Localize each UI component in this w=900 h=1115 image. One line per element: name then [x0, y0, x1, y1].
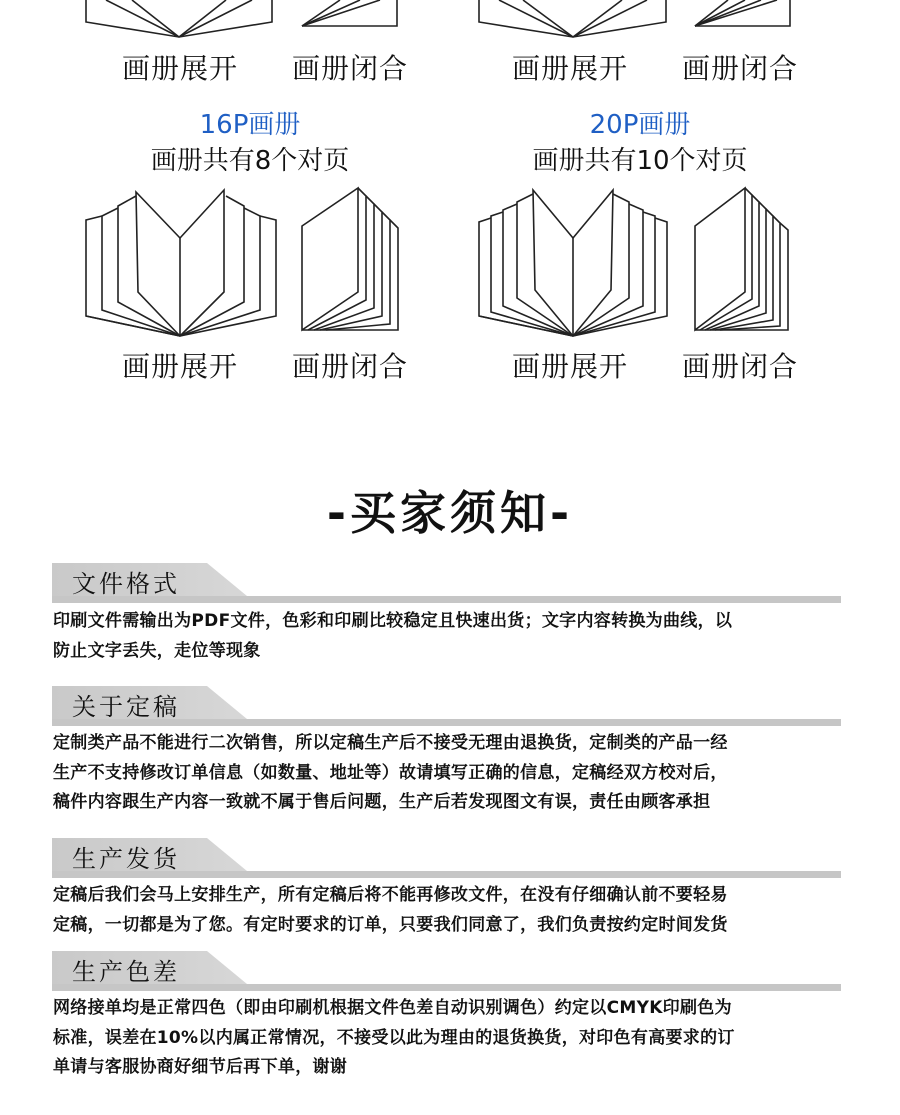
section-heading: 生产色差 — [72, 958, 180, 986]
album-closed-label: 画册闭合 — [292, 350, 409, 383]
album-title-16p: 16P画册 — [199, 110, 301, 140]
section-body-color-difference — [53, 994, 843, 1083]
album-closed-label: 画册闭合 — [292, 52, 409, 85]
album-open-label: 画册展开 — [122, 52, 239, 85]
closed-album-illustration-1 — [300, 0, 400, 30]
body-line: 稿件内容跟生产内容一致就不属于售后问题，生产后若发现图文有误，责任由顾客承担 — [53, 792, 711, 812]
body-line: 标准，误差在10%以内属正常情况，不接受以此为理由的退货换货，对印色有高要求的订 — [53, 1027, 735, 1048]
body-line: 生产不支持修改订单信息（如数量、地址等）故请填写正确的信息，定稿经双方校对后， — [53, 762, 728, 783]
section-body-finalization — [53, 729, 843, 818]
open-album-illustration-20p — [477, 186, 671, 338]
body-line: 单请与客服协商好细节后再下单，谢谢 — [53, 1057, 348, 1077]
album-title-20p: 20P画册 — [589, 110, 691, 140]
album-subtitle-20p: 画册共有10个对页 — [532, 146, 748, 176]
notice-title: -买家须知- — [326, 486, 574, 540]
section-header-finalization — [52, 686, 841, 726]
body-line: 印刷文件需输出为PDF文件，色彩和印刷比较稳定且快速出货；文字内容转换为曲线，以 — [53, 611, 733, 631]
section-body-shipping — [53, 881, 843, 940]
album-open-label: 画册展开 — [512, 350, 629, 383]
body-line: 定制类产品不能进行二次销售，所以定稿生产后不接受无理由退换货，定制类的产品一经 — [53, 733, 728, 753]
open-album-illustration-2 — [477, 0, 669, 40]
album-closed-label: 画册闭合 — [682, 52, 799, 85]
section-header-shipping — [52, 838, 841, 878]
section-header-file-format — [52, 563, 841, 603]
section-heading: 生产发货 — [72, 845, 180, 873]
body-line: 定稿后我们会马上安排生产，所有定稿后将不能再修改文件，在没有仔细确认前不要轻易 — [53, 885, 728, 905]
closed-album-illustration-20p — [693, 186, 795, 334]
section-header-color-difference — [52, 951, 841, 991]
closed-album-illustration-16p — [300, 186, 402, 334]
section-heading: 文件格式 — [72, 570, 180, 598]
album-open-label: 画册展开 — [512, 52, 629, 85]
body-line: 网络接单均是正常四色（即由印刷机根据文件色差自动识别调色）约定以CMYK印刷色为 — [53, 998, 732, 1018]
album-closed-label: 画册闭合 — [682, 350, 799, 383]
section-heading: 关于定稿 — [72, 693, 180, 721]
open-album-illustration-1 — [84, 0, 276, 40]
open-album-illustration-16p — [84, 186, 278, 338]
closed-album-illustration-2 — [693, 0, 793, 30]
body-line: 防止文字丢失，走位等现象 — [53, 640, 261, 661]
album-open-label: 画册展开 — [122, 350, 239, 383]
body-line: 定稿，一切都是为了您。有定时要求的订单，只要我们同意了，我们负责按约定时间发货 — [53, 914, 728, 935]
album-subtitle-16p: 画册共有8个对页 — [150, 146, 350, 176]
section-body-file-format — [53, 607, 843, 666]
